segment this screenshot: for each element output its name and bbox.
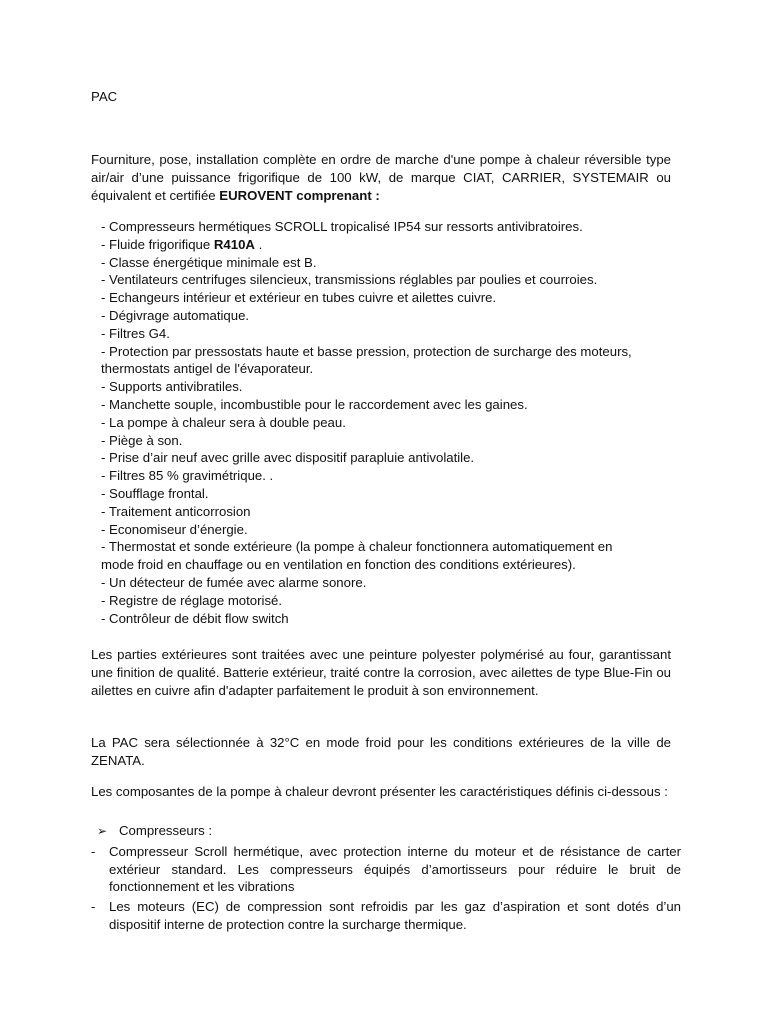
compressor-section — [91, 822, 681, 934]
list-item: - Manchette souple, incombustible pour le raccordement avec les gaines. — [101, 396, 528, 412]
components-paragraph: Les composantes de la pompe à chaleur devront présenter les caractéristiques définis ci-dessous : — [91, 784, 668, 799]
list-item — [91, 898, 681, 934]
selection-paragraph: La PAC sera sélectionnée à 32°C en mode froid pour les conditions extérieures de la ville de ZENATA. — [91, 735, 671, 768]
spec-list — [101, 218, 673, 627]
list-item: - Soufflage frontal. — [101, 485, 209, 501]
list-item: - Prise d’air neuf avec grille avec dispositif parapluie antivolatile. — [101, 450, 475, 466]
list-item: - Classe énergétique minimale est B. — [101, 254, 317, 270]
list-item: - Traitement anticorrosion — [101, 503, 251, 519]
list-item: - Echangeurs intérieur et extérieur en tubes cuivre et ailettes cuivre. — [101, 290, 497, 306]
list-item-text: Compresseur Scroll hermétique, avec protection interne du moteur et de résistance de carter extérieur standard. Les compresseurs équipés d’amortisseurs pour réduire le bruit de fonctionnement et les vibrations — [109, 843, 681, 895]
list-item — [101, 236, 673, 254]
fluide-bold: R410A — [213, 236, 255, 252]
intro-paragraph — [91, 151, 671, 204]
list-item: - Un détecteur de fumée avec alarme sonore. — [101, 574, 367, 590]
list-item: - Compresseurs hermétiques SCROLL tropicalisé IP54 sur ressorts antivibratoires. — [101, 219, 583, 234]
list-item: - Ventilateurs centrifuges silencieux, transmissions réglables par poulies et courroies. — [101, 272, 598, 288]
list-item: - Supports antivibratiles. — [101, 379, 243, 395]
list-item-text: Les moteurs (EC) de compression sont refroidis par les gaz d’aspiration et sont dotés d’un dispositif interne de protection contre la surcharge thermique. — [109, 899, 681, 932]
list-item-continuation: thermostats antigel de l'évaporateur. — [101, 361, 314, 377]
compressor-heading — [91, 822, 681, 841]
list-item: - Dégivrage automatique. — [101, 307, 250, 323]
list-item: - Contrôleur de débit flow switch — [101, 610, 289, 626]
dash-bullet: - — [91, 899, 96, 915]
dash-bullet: - — [91, 843, 96, 859]
exterior-paragraph: Les parties extérieures sont traitées avec une peinture polyester polymérisé au four, garantissant une finition de qualité. Batterie extérieur, traité contre la corrosion, avec ailettes de type Blue-Fin ou ailettes en cuivre afin d'adapter parfaitement le produit à son environnement. — [91, 647, 671, 698]
list-item: - Filtres 85 % gravimétrique. . — [101, 468, 274, 484]
list-item: - Filtres G4. — [101, 325, 170, 341]
intro-text-1: Fourniture, pose, installation complète en ordre de marche d'une pompe à chaleur réversible type air/air d’une puissance frigorifique de 100 kW, de marque CIAT, CARRIER, SYSTEMAIR ou équivalent et certifiée — [91, 152, 671, 203]
list-item: - Thermostat et sonde extérieure (la pompe à chaleur fonctionnera automatiquement en — [101, 539, 613, 555]
list-item: - Protection par pressostats haute et basse pression, protection de surcharge des moteurs, — [101, 343, 632, 359]
list-item-text: - Fluide frigorifique — [101, 236, 214, 252]
intro-text-2: comprenant : — [292, 187, 380, 203]
list-item: - Registre de réglage motorisé. — [101, 592, 283, 608]
doc-heading: PAC — [91, 89, 118, 104]
fluide-tail: . — [254, 236, 263, 252]
intro-bold: EUROVENT — [219, 187, 293, 203]
list-item: - Piège à son. — [101, 432, 183, 448]
list-item — [91, 843, 681, 896]
arrow-bullet-icon: ➢ — [97, 824, 108, 838]
list-item-continuation: mode froid en chauffage ou en ventilation en fonction des conditions extérieures). — [101, 557, 576, 573]
compressor-heading-label: Compresseurs : — [119, 823, 213, 838]
list-item: - La pompe à chaleur sera à double peau. — [101, 414, 346, 430]
list-item: - Economiseur d’énergie. — [101, 521, 248, 537]
